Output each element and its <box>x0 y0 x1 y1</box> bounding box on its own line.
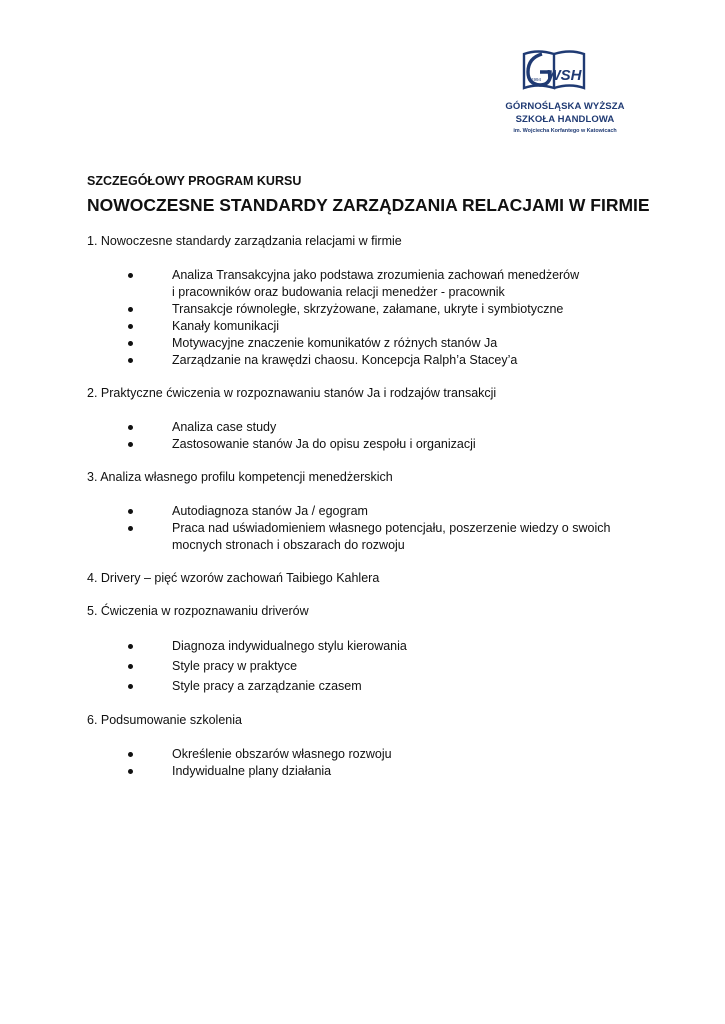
logo-line-3: im. Wojciecha Korfantego w Katowicach <box>513 128 617 134</box>
list-item: Autodiagnoza stanów Ja / egogram <box>172 504 368 518</box>
svg-text:1994: 1994 <box>530 77 542 82</box>
list-item: Analiza case study <box>172 420 277 434</box>
school-logo <box>500 48 630 140</box>
document-title: NOWOCZESNE STANDARDY ZARZĄDZANIA RELACJAMI W FIRMIE <box>87 195 650 215</box>
list-item: Indywidualne plany działania <box>172 764 332 778</box>
section-item-list <box>0 419 642 453</box>
section-heading: 4. Drivery – pięć wzorów zachowań Taibiego Kahlera <box>87 571 380 585</box>
section-heading: 3. Analiza własnego profilu kompetencji menedżerskich <box>87 470 393 484</box>
section-heading: 1. Nowoczesne standardy zarządzania relacjami w firmie <box>87 234 402 248</box>
section-item-list <box>0 267 642 369</box>
section-heading: 2. Praktyczne ćwiczenia w rozpoznawaniu stanów Ja i rodzajów transakcji <box>87 386 497 400</box>
list-item: Diagnoza indywidualnego stylu kierowania <box>172 639 407 653</box>
list-item: Style pracy a zarządzanie czasem <box>172 679 362 693</box>
section-item-list <box>0 503 642 554</box>
list-item: Praca nad uświadomieniem własnego potencjału, poszerzenie wiedzy o swoich mocnych stronach i obszarach do rozwoju <box>172 521 611 552</box>
svg-text:WSH: WSH <box>546 67 582 84</box>
list-item: Motywacyjne znaczenie komunikatów z różnych stanów Ja <box>172 336 498 350</box>
section-item-list <box>0 636 642 696</box>
logo-line-2: SZKOŁA HANDLOWA <box>515 114 615 125</box>
section-item-list <box>0 746 642 780</box>
list-item: Określenie obszarów własnego rozwoju <box>172 747 392 761</box>
section-heading: 6. Podsumowanie szkolenia <box>87 713 242 727</box>
list-item: Transakcje równoległe, skrzyżowane, załamane, ukryte i symbiotyczne <box>172 302 564 316</box>
list-item: Zarządzanie na krawędzi chaosu. Koncepcja Ralph’a Stacey’a <box>172 353 518 367</box>
list-item: Kanały komunikacji <box>172 319 279 333</box>
list-item: Analiza Transakcyjna jako podstawa zrozumienia zachowań menedżerów i pracowników oraz budowania relacji menedżer - pracownik <box>172 268 580 299</box>
list-item: Zastosowanie stanów Ja do opisu zespołu i organizacji <box>172 437 476 451</box>
document-kicker: SZCZEGÓŁOWY PROGRAM KURSU <box>87 174 302 188</box>
list-item: Style pracy w praktyce <box>172 659 298 673</box>
logo-line-1: GÓRNOŚLĄSKA WYŻSZA <box>505 101 625 112</box>
section-heading: 5. Ćwiczenia w rozpoznawaniu driverów <box>87 604 309 618</box>
logo-emblem-icon <box>520 48 588 94</box>
